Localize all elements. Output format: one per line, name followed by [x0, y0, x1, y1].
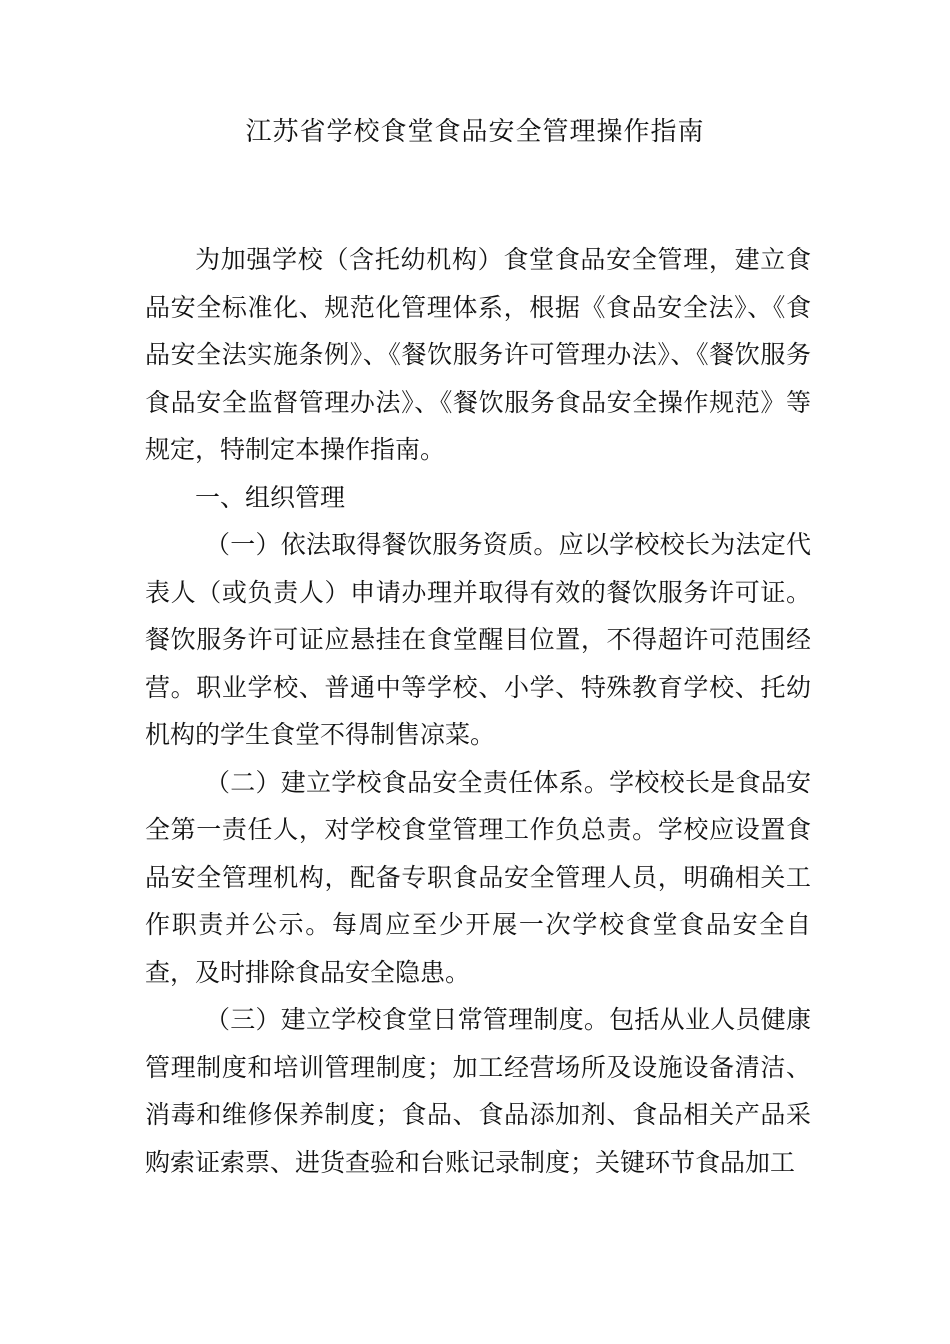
- intro-paragraph: 为加强学校（含托幼机构）食堂食品安全管理，建立食品安全标准化、规范化管理体系，根据《食品安全法》、《食品安全法实施条例》、《餐饮服务许可管理办法》、《餐饮服务食品安全监督管理办法》、《餐饮服务食品安全操作规范》等规定，特制定本操作指南。: [145, 245, 811, 464]
- clause-paragraph-1: （一）依法取得餐饮服务资质。应以学校校长为法定代表人（或负责人）申请办理并取得有效的餐饮服务许可证。餐饮服务许可证应悬挂在食堂醒目位置，不得超许可范围经营。职业学校、普通中等学校、小学、特殊教育学校、托幼机构的学生食堂不得制售凉菜。: [145, 530, 811, 749]
- clause-paragraph-2: （二）建立学校食品安全责任体系。学校校长是食品安全第一责任人，对学校食堂管理工作负总责。学校应设置食品安全管理机构，配备专职食品安全管理人员，明确相关工作职责并公示。每周应至少开展一次学校食堂食品安全自查，及时排除食品安全隐患。: [145, 767, 811, 987]
- section-heading-organization: 一、组织管理: [195, 482, 346, 512]
- document-title: 江苏省学校食堂食品安全管理操作指南: [245, 117, 705, 147]
- document-body: [145, 236, 811, 1186]
- clause-paragraph-3: （三）建立学校食堂日常管理制度。包括从业人员健康管理制度和培训管理制度；加工经营场所及设施设备清洁、消毒和维修保养制度；食品、食品添加剂、食品相关产品采购索证索票、进货查验和台账记录制度；关键环节食品加工: [145, 1005, 811, 1177]
